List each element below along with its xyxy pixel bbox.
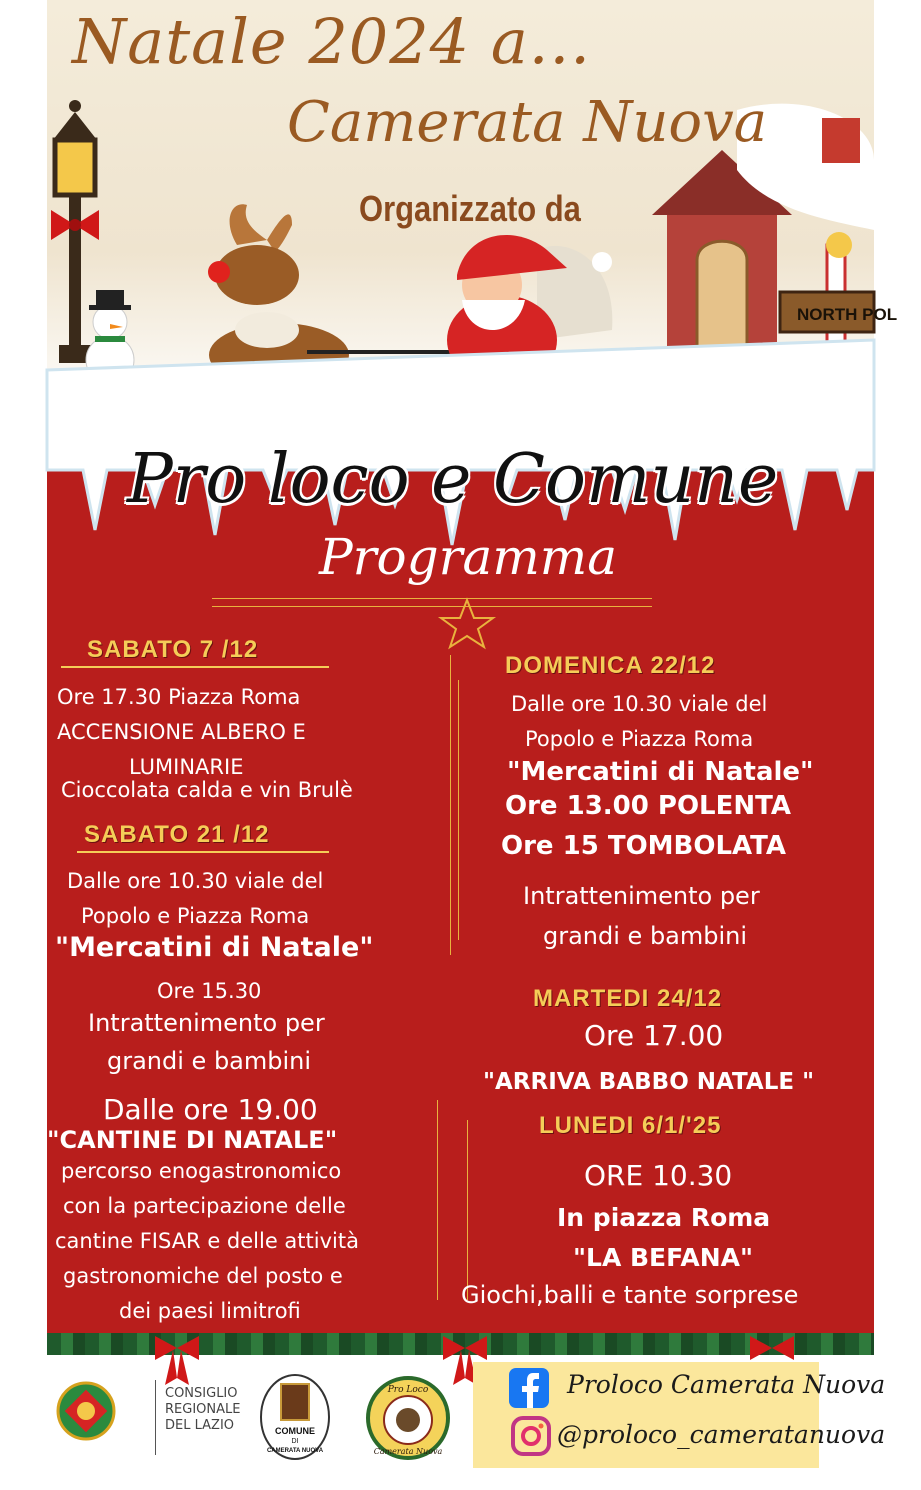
event2-line9: percorso enogastronomico — [61, 1159, 342, 1183]
event2-line6: grandi e bambini — [107, 1047, 312, 1075]
event2-line11: cantine FISAR e delle attività — [55, 1229, 359, 1253]
event3-line5: Ore 15 TOMBOLATA — [501, 831, 786, 861]
regione-lazio-logo-icon — [55, 1380, 117, 1442]
event4-line2: "ARRIVA BABBO NATALE " — [483, 1069, 815, 1095]
gold-divider-vertical-2 — [458, 680, 459, 940]
gold-divider-vertical — [450, 655, 451, 955]
council-line3: DEL LAZIO — [165, 1418, 235, 1433]
social-media-box — [473, 1362, 886, 1468]
event1-line4: Cioccolata calda e vin Brulè — [61, 778, 353, 802]
bow-icon — [750, 1336, 794, 1360]
gold-divider-vertical-3 — [437, 1100, 438, 1300]
event3-line2: Popolo e Piazza Roma — [525, 727, 754, 751]
event3-line7: grandi e bambini — [543, 922, 748, 950]
comune-badge-text-3: CAMERATA NUOVA — [266, 1448, 324, 1454]
gold-divider-top — [212, 598, 652, 599]
proloco-badge-text-top: Pro Loco — [387, 1385, 429, 1395]
street-lamp-icon — [51, 100, 99, 363]
event3-heading: DOMENICA 22/12 — [505, 652, 716, 679]
council-line1: CONSIGLIO — [165, 1386, 238, 1401]
event5-line3: "LA BEFANA" — [573, 1243, 753, 1272]
poster — [47, 0, 898, 1468]
event2-line10: con la partecipazione delle — [63, 1194, 346, 1218]
event1-line3: LUMINARIE — [129, 755, 244, 779]
proloco-badge-logo-icon — [365, 1375, 451, 1461]
event1-line1: Ore 17.30 Piazza Roma — [57, 685, 301, 709]
event4-heading: MARTEDI 24/12 — [533, 985, 723, 1012]
event5-line2: In piazza Roma — [557, 1203, 771, 1232]
event1-line2: ACCENSIONE ALBERO E — [57, 720, 306, 744]
event2-line12: gastronomiche del posto e — [63, 1264, 343, 1288]
event3-line6: Intrattenimento per — [523, 882, 760, 910]
comune-badge-logo-icon — [259, 1372, 331, 1462]
bow-icon — [155, 1336, 199, 1385]
event2-line2: Popolo e Piazza Roma — [81, 904, 310, 928]
title-line-1: Natale 2024 a... — [72, 5, 591, 78]
footer-divider — [155, 1380, 156, 1455]
event1-heading-underline — [61, 666, 329, 668]
event5-line1: ORE 10.30 — [584, 1159, 733, 1192]
program-label: Programma — [319, 528, 617, 586]
facebook-icon[interactable] — [509, 1368, 549, 1408]
proloco-badge-text-bottom: Camerata Nuova — [373, 1447, 443, 1456]
event2-heading: SABATO 21 /12 — [84, 821, 270, 848]
organizer-label: Organizzato da — [359, 188, 581, 229]
star-icon — [441, 600, 493, 647]
north-pole-sign-text: NORTH POL — [797, 305, 898, 324]
council-line2: REGIONALE — [165, 1402, 241, 1417]
event5-heading: LUNEDI 6/1/'25 — [539, 1112, 722, 1139]
event3-line1: Dalle ore 10.30 viale del — [511, 692, 768, 716]
event3-line3: "Mercatini di Natale" — [507, 757, 814, 787]
event2-heading-underline — [77, 851, 329, 853]
event3-line4: Ore 13.00 POLENTA — [505, 791, 791, 821]
instagram-handle[interactable]: @proloco_cameratanuova — [557, 1420, 886, 1449]
instagram-icon[interactable] — [511, 1416, 551, 1456]
event4-line1: Ore 17.00 — [584, 1019, 724, 1052]
event1-heading: SABATO 7 /12 — [87, 636, 259, 663]
title-line-2: Camerata Nuova — [287, 90, 768, 155]
event2-line3: "Mercatini di Natale" — [55, 932, 374, 963]
event2-line4: Ore 15.30 — [157, 979, 262, 1003]
event2-line8: "CANTINE DI NATALE" — [47, 1126, 338, 1154]
event2-line1: Dalle ore 10.30 viale del — [67, 869, 324, 893]
event2-line7: Dalle ore 19.00 — [103, 1093, 318, 1126]
event5-line4: Giochi,balli e tante sorprese — [461, 1281, 799, 1309]
gold-divider-top-2 — [212, 606, 652, 607]
comune-badge-text-1: COMUNE — [275, 1426, 315, 1436]
facebook-handle[interactable]: Proloco Camerata Nuova — [567, 1370, 886, 1399]
organizer-name: Pro loco e Comune — [127, 440, 779, 519]
comune-badge-text-2: DI — [291, 1438, 299, 1445]
event2-line13: dei paesi limitrofi — [119, 1299, 301, 1323]
gold-divider-vertical-4 — [467, 1120, 468, 1300]
event2-line5: Intrattenimento per — [88, 1009, 325, 1037]
